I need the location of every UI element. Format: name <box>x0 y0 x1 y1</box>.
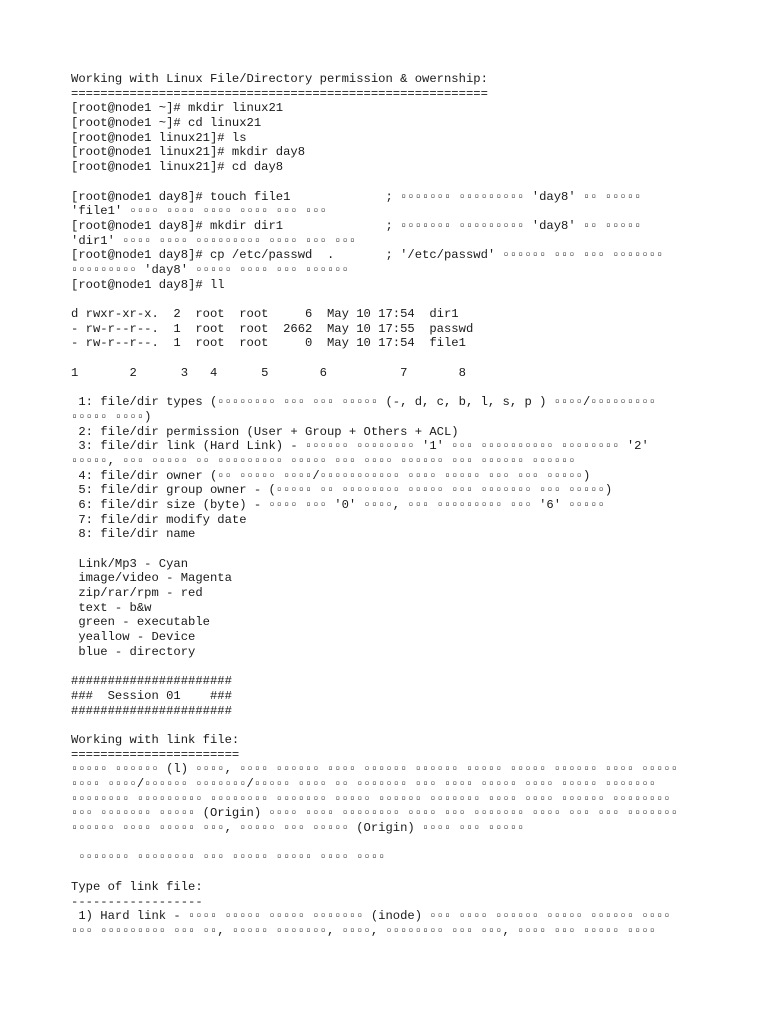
text-line: zip/rar/rpm - red <box>71 586 203 601</box>
text-line: ▫▫▫▫▫ ▫▫▫▫▫▫ (l) ▫▫▫▫, ▫▫▫▫ ▫▫▫▫▫▫ ▫▫▫▫ ▫▫▫▫▫▫ ▫▫▫▫▫▫ ▫▫▫▫▫ ▫▫▫▫▫ ▫▫▫▫▫▫ ▫▫▫▫ ▫▫▫▫▫ <box>71 762 679 777</box>
text-line: 'dir1' ▫▫▫▫ ▫▫▫▫ ▫▫▫▫▫▫▫▫▫ ▫▫▫▫ ▫▫▫ ▫▫▫ <box>71 233 357 248</box>
text-line: [root@node1 linux21]# ls <box>71 130 247 145</box>
text-line: ========================================================= <box>71 86 488 101</box>
text-line: [root@node1 day8]# touch file1 ; ▫▫▫▫▫▫▫ ▫▫▫▫▫▫▫▫▫ 'day8' ▫▫ ▫▫▫▫▫ <box>71 189 642 204</box>
blank-line <box>71 351 711 366</box>
text-line: 6: file/dir size (byte) - ▫▫▫▫ ▫▫▫ '0' ▫▫▫▫, ▫▫▫ ▫▫▫▫▫▫▫▫▫ ▫▫▫ '6' ▫▫▫▫▫ <box>71 497 605 512</box>
text-line: Type of link file: <box>71 879 203 894</box>
blank-line <box>71 542 711 557</box>
text-line: Link/Mp3 - Cyan <box>71 556 189 571</box>
text-line: d rwxr-xr-x. 2 root root 6 May 10 17:54 dir1 <box>71 307 459 321</box>
text-line: ======================= <box>71 747 240 762</box>
text-line: - rw-r--r--. 1 root root 0 May 10 17:54 file1 <box>71 336 466 351</box>
text-line: ▫▫▫ ▫▫▫▫▫▫▫ ▫▫▫▫▫ (Origin) ▫▫▫▫ ▫▫▫▫ ▫▫▫▫▫▫▫▫ ▫▫▫▫ ▫▫▫ ▫▫▫▫▫▫▫ ▫▫▫▫ ▫▫▫ ▫▫▫ ▫▫▫▫▫▫▫ <box>71 806 679 821</box>
text-line: 1 2 3 4 5 6 7 8 <box>71 365 466 380</box>
text-line: 4: file/dir owner (▫▫ ▫▫▫▫▫ ▫▫▫▫/▫▫▫▫▫▫▫▫▫▫▫ ▫▫▫▫ ▫▫▫▫▫ ▫▫▫ ▫▫▫ ▫▫▫▫▫) <box>71 468 591 483</box>
text-line: green - executable <box>71 615 210 630</box>
blank-line <box>71 660 711 675</box>
text-line: 'file1' ▫▫▫▫ ▫▫▫▫ ▫▫▫▫ ▫▫▫▫ ▫▫▫ ▫▫▫ <box>71 204 327 219</box>
text-line: [root@node1 day8]# ll <box>71 277 225 292</box>
text-line: ### Session 01 ### <box>71 688 232 703</box>
blank-line <box>71 292 711 307</box>
text-line: ▫▫▫▫▫▫▫ ▫▫▫▫▫▫▫▫ ▫▫▫ ▫▫▫▫▫ ▫▫▫▫▫ ▫▫▫▫ ▫▫▫▫ <box>71 850 386 865</box>
text-line: 3: file/dir link (Hard Link) - ▫▫▫▫▫▫ ▫▫▫▫▫▫▫▫ '1' ▫▫▫ ▫▫▫▫▫▫▫▫▫▫ ▫▫▫▫▫▫▫▫ '2' <box>71 439 649 454</box>
blank-line <box>71 718 711 733</box>
text-line: image/video - Magenta <box>71 571 232 586</box>
text-line: ###################### <box>71 703 232 718</box>
document-body <box>71 72 711 939</box>
text-line: [root@node1 day8]# mkdir dir1 ; ▫▫▫▫▫▫▫ ▫▫▫▫▫▫▫▫▫ 'day8' ▫▫ ▫▫▫▫▫ <box>71 218 642 233</box>
text-line: - rw-r--r--. 1 root root 2662 May 10 17:55 passwd <box>71 321 474 336</box>
text-line: ▫▫▫▫▫▫ ▫▫▫▫ ▫▫▫▫▫ ▫▫▫, ▫▫▫▫▫ ▫▫▫ ▫▫▫▫▫ (Origin) ▫▫▫▫ ▫▫▫ ▫▫▫▫▫ <box>71 821 525 836</box>
text-line: ▫▫▫▫▫▫▫▫ ▫▫▫▫▫▫▫▫▫ ▫▫▫▫▫▫▫▫ ▫▫▫▫▫▫▫ ▫▫▫▫▫ ▫▫▫▫▫▫ ▫▫▫▫▫▫▫ ▫▫▫▫ ▫▫▫▫ ▫▫▫▫▫▫ ▫▫▫▫▫▫▫▫ <box>71 791 671 806</box>
blank-line <box>71 836 711 851</box>
text-line: ▫▫▫▫▫▫▫▫▫ 'day8' ▫▫▫▫▫ ▫▫▫▫ ▫▫▫ ▫▫▫▫▫▫ <box>71 262 349 277</box>
text-line: ▫▫▫▫ ▫▫▫▫/▫▫▫▫▫▫ ▫▫▫▫▫▫▫/▫▫▫▫▫ ▫▫▫▫ ▫▫ ▫▫▫▫▫▫▫ ▫▫▫ ▫▫▫▫ ▫▫▫▫▫ ▫▫▫▫ ▫▫▫▫▫ ▫▫▫▫▫▫▫ <box>71 777 657 791</box>
text-line: [root@node1 ~]# cd linux21 <box>71 116 262 131</box>
text-line: [root@node1 linux21]# mkdir day8 <box>71 145 306 160</box>
text-line: ▫▫▫ ▫▫▫▫▫▫▫▫▫ ▫▫▫ ▫▫, ▫▫▫▫▫ ▫▫▫▫▫▫▫, ▫▫▫▫, ▫▫▫▫▫▫▫▫ ▫▫▫ ▫▫▫, ▫▫▫▫ ▫▫▫ ▫▫▫▫▫ ▫▫▫▫ <box>71 923 657 938</box>
text-line: ------------------ <box>71 894 203 909</box>
text-line: text - b&w <box>71 600 152 615</box>
text-line: [root@node1 ~]# mkdir linux21 <box>71 101 284 116</box>
text-line: 1: file/dir types (▫▫▫▫▫▫▫▫ ▫▫▫ ▫▫▫ ▫▫▫▫▫ (-, d, c, b, l, s, p ) ▫▫▫▫/▫▫▫▫▫▫▫▫▫ <box>71 395 657 410</box>
text-line: 8: file/dir name <box>71 527 196 542</box>
text-line: ▫▫▫▫▫ ▫▫▫▫) <box>71 409 152 424</box>
text-line: 5: file/dir group owner - (▫▫▫▫▫ ▫▫ ▫▫▫▫▫▫▫▫ ▫▫▫▫▫ ▫▫▫ ▫▫▫▫▫▫▫ ▫▫▫ ▫▫▫▫▫) <box>71 483 613 498</box>
text-line: Working with link file: <box>71 732 240 747</box>
text-line: blue - directory <box>71 644 196 659</box>
text-line: 1) Hard link - ▫▫▫▫ ▫▫▫▫▫ ▫▫▫▫▫ ▫▫▫▫▫▫▫ (inode) ▫▫▫ ▫▫▫▫ ▫▫▫▫▫▫ ▫▫▫▫▫ ▫▫▫▫▫▫ ▫▫▫▫ <box>71 909 671 924</box>
text-line: [root@node1 linux21]# cd day8 <box>71 160 284 175</box>
text-line: ▫▫▫▫▫, ▫▫▫ ▫▫▫▫▫ ▫▫ ▫▫▫▫▫▫▫▫▫ ▫▫▫▫▫ ▫▫▫ ▫▫▫▫ ▫▫▫▫▫▫ ▫▫▫ ▫▫▫▫▫▫ ▫▫▫▫▫▫ <box>71 453 576 468</box>
text-line: 7: file/dir modify date <box>71 512 247 527</box>
text-line: yeallow - Device <box>71 630 196 645</box>
text-line: Working with Linux File/Directory permission & owernship: <box>71 72 488 86</box>
blank-line <box>71 865 711 880</box>
text-line: [root@node1 day8]# cp /etc/passwd . ; '/etc/passwd' ▫▫▫▫▫▫ ▫▫▫ ▫▫▫ ▫▫▫▫▫▫▫ <box>71 248 664 263</box>
text-line: 2: file/dir permission (User + Group + Others + ACL) <box>71 424 459 439</box>
blank-line <box>71 175 711 190</box>
text-line: ###################### <box>71 674 232 689</box>
blank-line <box>71 380 711 395</box>
